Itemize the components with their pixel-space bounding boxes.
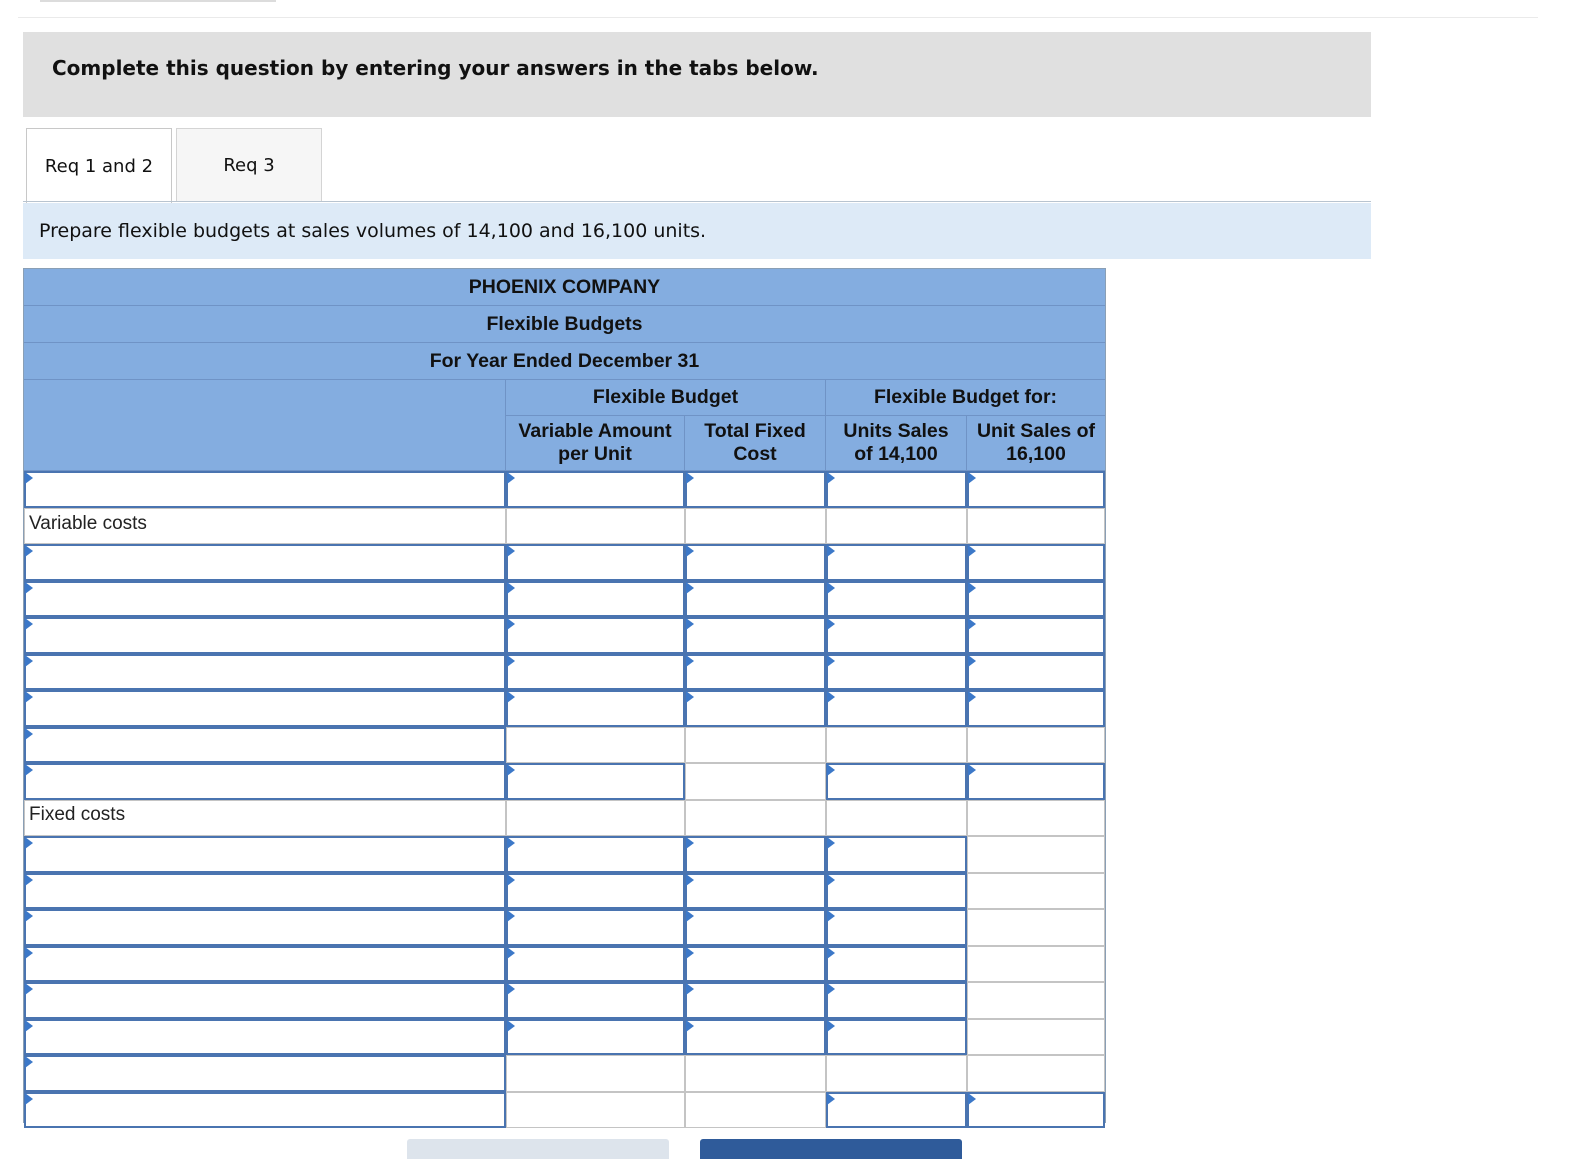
tab-req-1-and-2[interactable]: [26, 128, 172, 204]
total-fixed-input[interactable]: [685, 581, 826, 618]
variable-amount-input[interactable]: [506, 946, 685, 983]
next-button[interactable]: [700, 1139, 962, 1159]
units-16100-input[interactable]: [967, 690, 1105, 727]
units-16100-cell: [967, 508, 1105, 545]
total-fixed-cell: [685, 508, 826, 545]
group-flexible-budget: [506, 380, 826, 416]
description-input[interactable]: [24, 873, 506, 910]
column-header-text: Units Sales of 14,100: [843, 420, 949, 465]
variable-amount-input[interactable]: [506, 873, 685, 910]
flexible-budget-table: [23, 268, 1106, 1123]
variable-amount-input[interactable]: [506, 690, 685, 727]
total-fixed-input[interactable]: [685, 909, 826, 946]
total-fixed-input[interactable]: [685, 654, 826, 691]
units-16100-cell: [967, 909, 1105, 946]
variable-amount-input[interactable]: [506, 471, 685, 508]
units-16100-input[interactable]: [967, 1092, 1105, 1129]
total-fixed-input[interactable]: [685, 982, 826, 1019]
total-fixed-input[interactable]: [685, 836, 826, 873]
variable-amount-cell: [506, 1055, 685, 1092]
units-16100-cell: [967, 946, 1105, 983]
units-16100-cell: [967, 982, 1105, 1019]
tab-bar-line: [23, 201, 1371, 202]
column-header-total-fixed: [685, 416, 826, 471]
total-fixed-cell: [685, 1092, 826, 1129]
total-fixed-cell: [685, 800, 826, 837]
description-input[interactable]: [24, 544, 506, 581]
column-header-text: Total Fixed Cost: [704, 420, 806, 465]
variable-amount-input[interactable]: [506, 909, 685, 946]
top-tab-edge: [40, 0, 276, 2]
instruction-banner: Complete this question by entering your answers in the tabs below.: [23, 32, 1371, 117]
variable-amount-input[interactable]: [506, 581, 685, 618]
units-14100-input[interactable]: [826, 690, 967, 727]
units-16100-cell: [967, 1055, 1105, 1092]
description-input[interactable]: [24, 1092, 506, 1129]
description-input[interactable]: [24, 763, 506, 800]
description-input[interactable]: [24, 471, 506, 508]
units-14100-cell: [826, 800, 967, 837]
units-14100-input[interactable]: [826, 763, 967, 800]
description-input[interactable]: [24, 690, 506, 727]
description-input[interactable]: [24, 982, 506, 1019]
column-header-variable-amount: [506, 416, 685, 471]
prev-button[interactable]: [407, 1139, 669, 1159]
units-16100-input[interactable]: [967, 654, 1105, 691]
description-input[interactable]: [24, 1019, 506, 1056]
units-16100-input[interactable]: [967, 471, 1105, 508]
total-fixed-input[interactable]: [685, 471, 826, 508]
units-16100-cell: [967, 836, 1105, 873]
table-title-text: Flexible Budgets: [486, 312, 643, 335]
units-16100-input[interactable]: [967, 763, 1105, 800]
header-blank: [24, 380, 506, 471]
variable-amount-input[interactable]: [506, 982, 685, 1019]
column-header-text: Unit Sales of 16,100: [976, 420, 1096, 465]
total-fixed-input[interactable]: [685, 873, 826, 910]
units-16100-cell: [967, 800, 1105, 837]
total-fixed-cell: [685, 727, 826, 764]
units-14100-input[interactable]: [826, 946, 967, 983]
units-16100-cell: [967, 1019, 1105, 1056]
units-14100-input[interactable]: [826, 1092, 967, 1129]
units-14100-input[interactable]: [826, 544, 967, 581]
total-fixed-cell: [685, 1055, 826, 1092]
table-period-text: For Year Ended December 31: [429, 349, 700, 372]
description-input[interactable]: [24, 727, 506, 764]
units-14100-input[interactable]: [826, 581, 967, 618]
variable-amount-input[interactable]: [506, 1019, 685, 1056]
top-divider: [18, 17, 1538, 18]
variable-amount-input[interactable]: [506, 617, 685, 654]
variable-amount-cell: [506, 1092, 685, 1129]
group-flexible-budget-for-text: Flexible Budget for:: [873, 386, 1058, 408]
column-header-units-14100: [826, 416, 967, 471]
table-title: [24, 306, 1105, 343]
description-input[interactable]: [24, 836, 506, 873]
column-header-text: Variable Amount per Unit: [518, 420, 672, 465]
units-14100-cell: [826, 727, 967, 764]
tab-req-3[interactable]: [176, 128, 322, 202]
group-flexible-budget-for: [826, 380, 1105, 416]
variable-amount-input[interactable]: [506, 836, 685, 873]
variable-amount-cell: [506, 727, 685, 764]
variable-amount-input[interactable]: [506, 654, 685, 691]
section-variable-costs: Variable costs: [29, 513, 147, 534]
units-16100-input[interactable]: [967, 581, 1105, 618]
variable-amount-input[interactable]: [506, 544, 685, 581]
description-input[interactable]: [24, 581, 506, 618]
company-name: [24, 269, 1105, 306]
units-14100-input[interactable]: [826, 909, 967, 946]
total-fixed-input[interactable]: [685, 690, 826, 727]
units-14100-cell: [826, 508, 967, 545]
units-14100-input[interactable]: [826, 873, 967, 910]
section-fixed-costs: Fixed costs: [29, 804, 126, 825]
units-16100-input[interactable]: [967, 544, 1105, 581]
total-fixed-input[interactable]: [685, 617, 826, 654]
units-16100-cell: [967, 873, 1105, 910]
units-14100-input[interactable]: [826, 1019, 967, 1056]
total-fixed-input[interactable]: [685, 544, 826, 581]
column-header-units-16100: [967, 416, 1105, 471]
variable-amount-input[interactable]: [506, 763, 685, 800]
units-14100-input[interactable]: [826, 617, 967, 654]
total-fixed-cell: [685, 763, 826, 800]
variable-amount-cell: [506, 800, 685, 837]
total-fixed-input[interactable]: [685, 946, 826, 983]
tab-label: Req 1 and 2: [44, 156, 154, 177]
units-14100-input[interactable]: [826, 982, 967, 1019]
tab-label: Req 3: [223, 154, 275, 176]
description-input[interactable]: [24, 909, 506, 946]
units-16100-input[interactable]: [967, 617, 1105, 654]
company-name-text: PHOENIX COMPANY: [468, 275, 661, 298]
units-14100-input[interactable]: [826, 654, 967, 691]
total-fixed-input[interactable]: [685, 1019, 826, 1056]
table-period: [24, 343, 1105, 380]
group-flexible-budget-text: Flexible Budget: [592, 386, 739, 408]
description-input[interactable]: [24, 617, 506, 654]
units-16100-cell: [967, 727, 1105, 764]
description-input[interactable]: [24, 654, 506, 691]
description-input[interactable]: [24, 946, 506, 983]
units-14100-input[interactable]: [826, 471, 967, 508]
units-14100-cell: [826, 1055, 967, 1092]
description-input[interactable]: [24, 1055, 506, 1092]
variable-amount-cell: [506, 508, 685, 545]
units-14100-input[interactable]: [826, 836, 967, 873]
question-prompt: Prepare flexible budgets at sales volumes of 14,100 and 16,100 units.: [23, 203, 1371, 259]
